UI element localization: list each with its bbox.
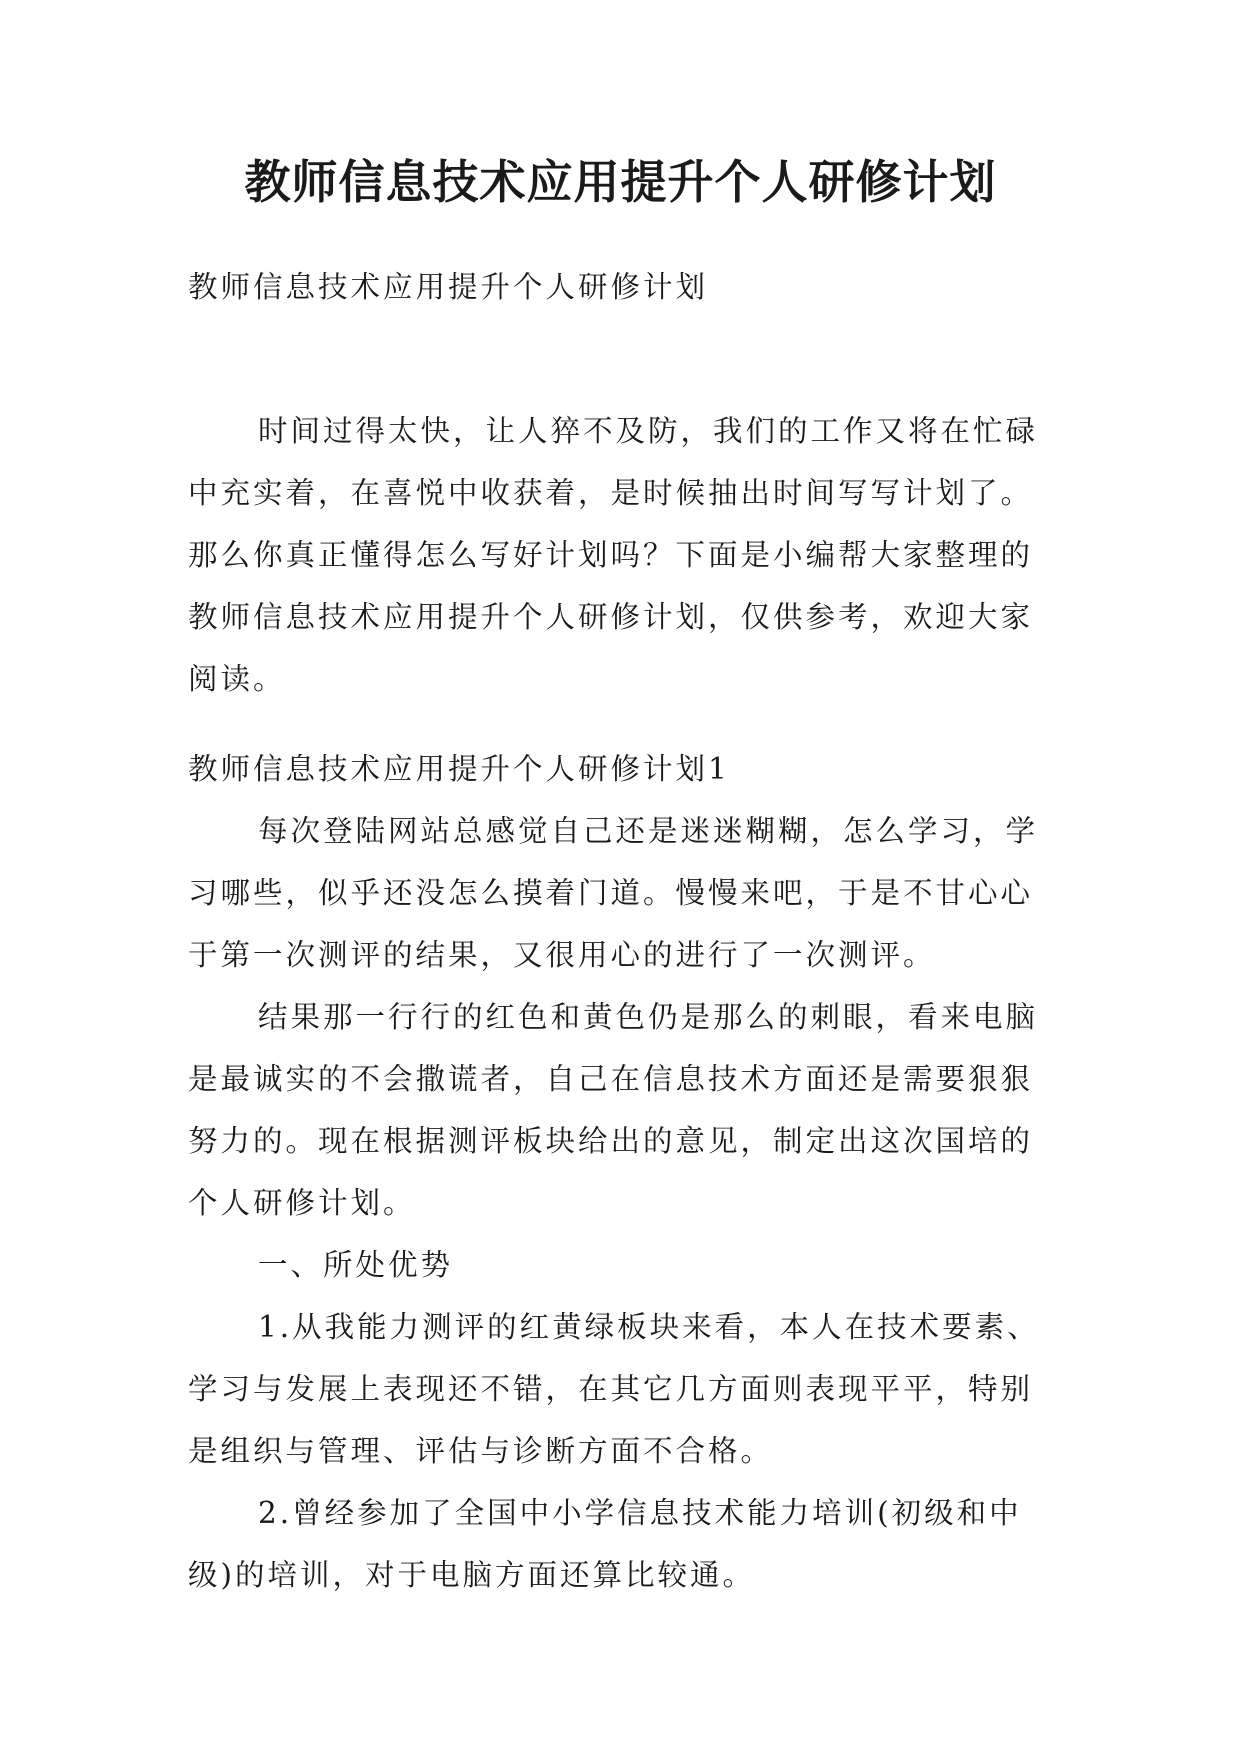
- list-item: 2.曾经参加了全国中小学信息技术能力培训(初级和中级)的培训，对于电脑方面还算比较通。: [188, 1496, 1022, 1592]
- list-item: 1.从我能力测评的红黄绿板块来看，本人在技术要素、学习与发展上表现还不错，在其它几方面则表现平平，特别是组织与管理、评估与诊断方面不合格。: [188, 1310, 1040, 1468]
- subsection-heading: 一、所处优势: [258, 1248, 454, 1282]
- intro-paragraph: 时间过得太快，让人猝不及防，我们的工作又将在忙碌中充实着，在喜悦中收获着，是时候抽出时间写写计划了。那么你真正懂得怎么写好计划吗？下面是小编帮大家整理的教师信息技术应用提升个人研修计划，仅供参考，欢迎大家阅读。: [188, 414, 1039, 696]
- body-paragraph: 每次登陆网站总感觉自己还是迷迷糊糊，怎么学习，学习哪些，似乎还没怎么摸着门道。慢慢来吧，于是不甘心心于第一次测评的结果，又很用心的进行了一次测评。: [188, 814, 1039, 972]
- document-title: 教师信息技术应用提升个人研修计划: [244, 155, 997, 209]
- body-paragraph: 结果那一行行的红色和黄色仍是那么的刺眼，看来电脑是最诚实的不会撒谎者，自己在信息技术方面还是需要狠狠努力的。现在根据测评板块给出的意见，制定出这次国培的个人研修计划。: [188, 1000, 1039, 1220]
- section-heading: 教师信息技术应用提升个人研修计划1: [188, 752, 730, 786]
- document-subtitle: 教师信息技术应用提升个人研修计划: [188, 270, 709, 304]
